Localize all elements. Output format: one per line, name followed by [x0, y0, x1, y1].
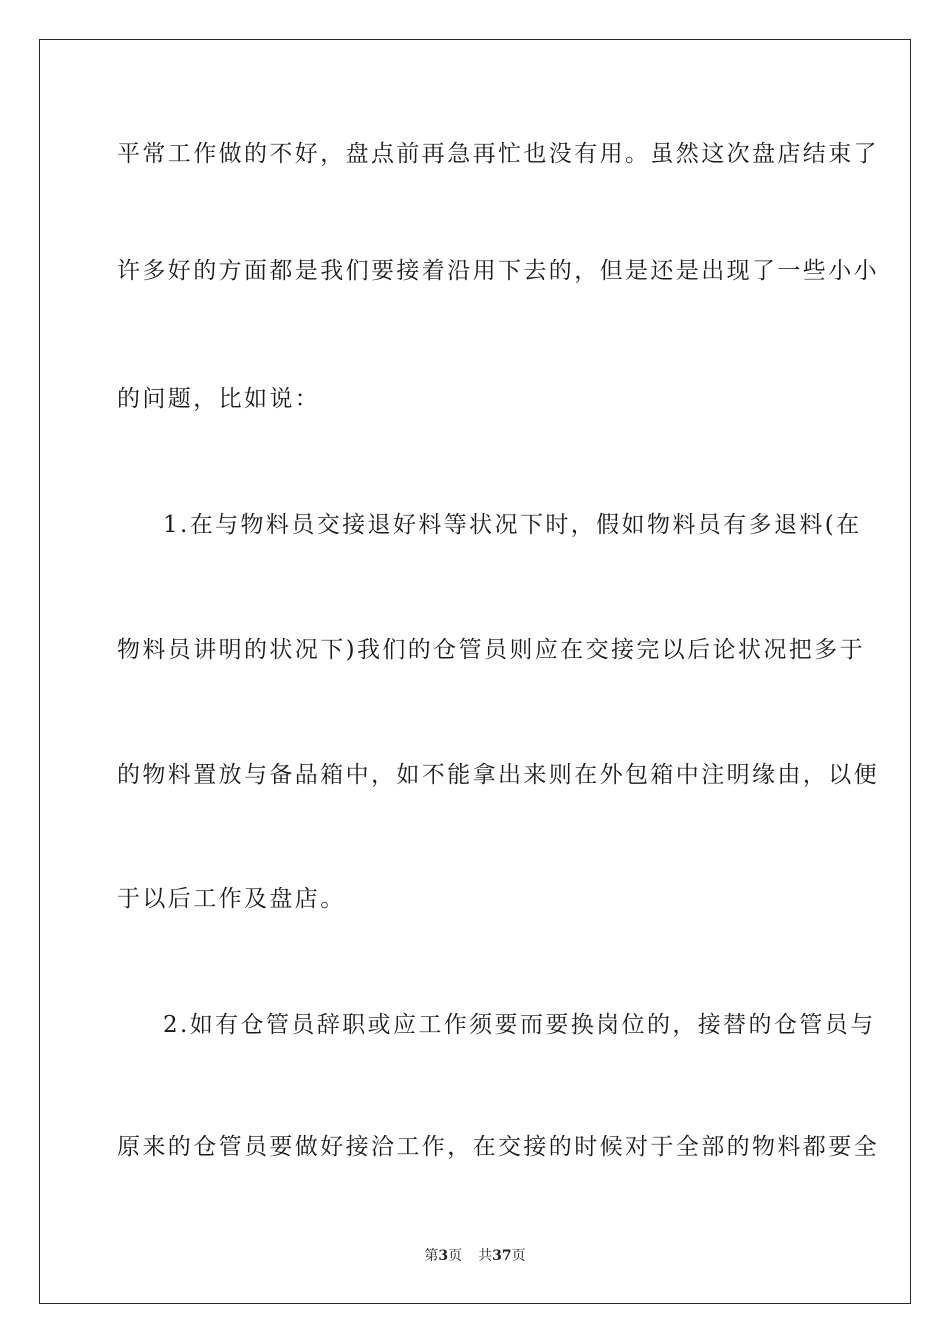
paragraph-line: 平常工作做的不好，盘点前再急再忙也没有用。虽然这次盘店结束了: [117, 141, 879, 167]
page-footer: [0, 1247, 950, 1265]
page-total: 37: [492, 1248, 512, 1264]
total-prefix: 共: [478, 1248, 493, 1264]
list-item-2-line: 2.如有仓管员辞职或应工作须要而要换岗位的，接替的仓管员与: [163, 1012, 876, 1038]
paragraph-line: 物料员讲明的状况下)我们的仓管员则应在交接完以后论状况把多于: [117, 637, 865, 663]
paragraph-line: 的物料置放与备品箱中，如不能拿出来则在外包箱中注明缘由，以便: [117, 762, 879, 788]
paragraph-line: 的问题，比如说：: [117, 386, 321, 412]
page-prefix: 第: [424, 1248, 439, 1264]
page-current: 3: [438, 1248, 449, 1264]
page-unit: 页: [448, 1248, 463, 1264]
paragraph-line: 原来的仓管员要做好接洽工作，在交接的时候对于全部的物料都要全: [117, 1134, 879, 1160]
total-unit: 页: [511, 1248, 526, 1264]
page-border: [39, 39, 911, 1304]
list-item-1-line: 1.在与物料员交接退好料等状况下时，假如物料员有多退料(在: [163, 512, 862, 538]
paragraph-line: 许多好的方面都是我们要接着沿用下去的，但是还是出现了一些小小: [117, 258, 879, 284]
paragraph-line: 于以后工作及盘店。: [117, 886, 346, 912]
